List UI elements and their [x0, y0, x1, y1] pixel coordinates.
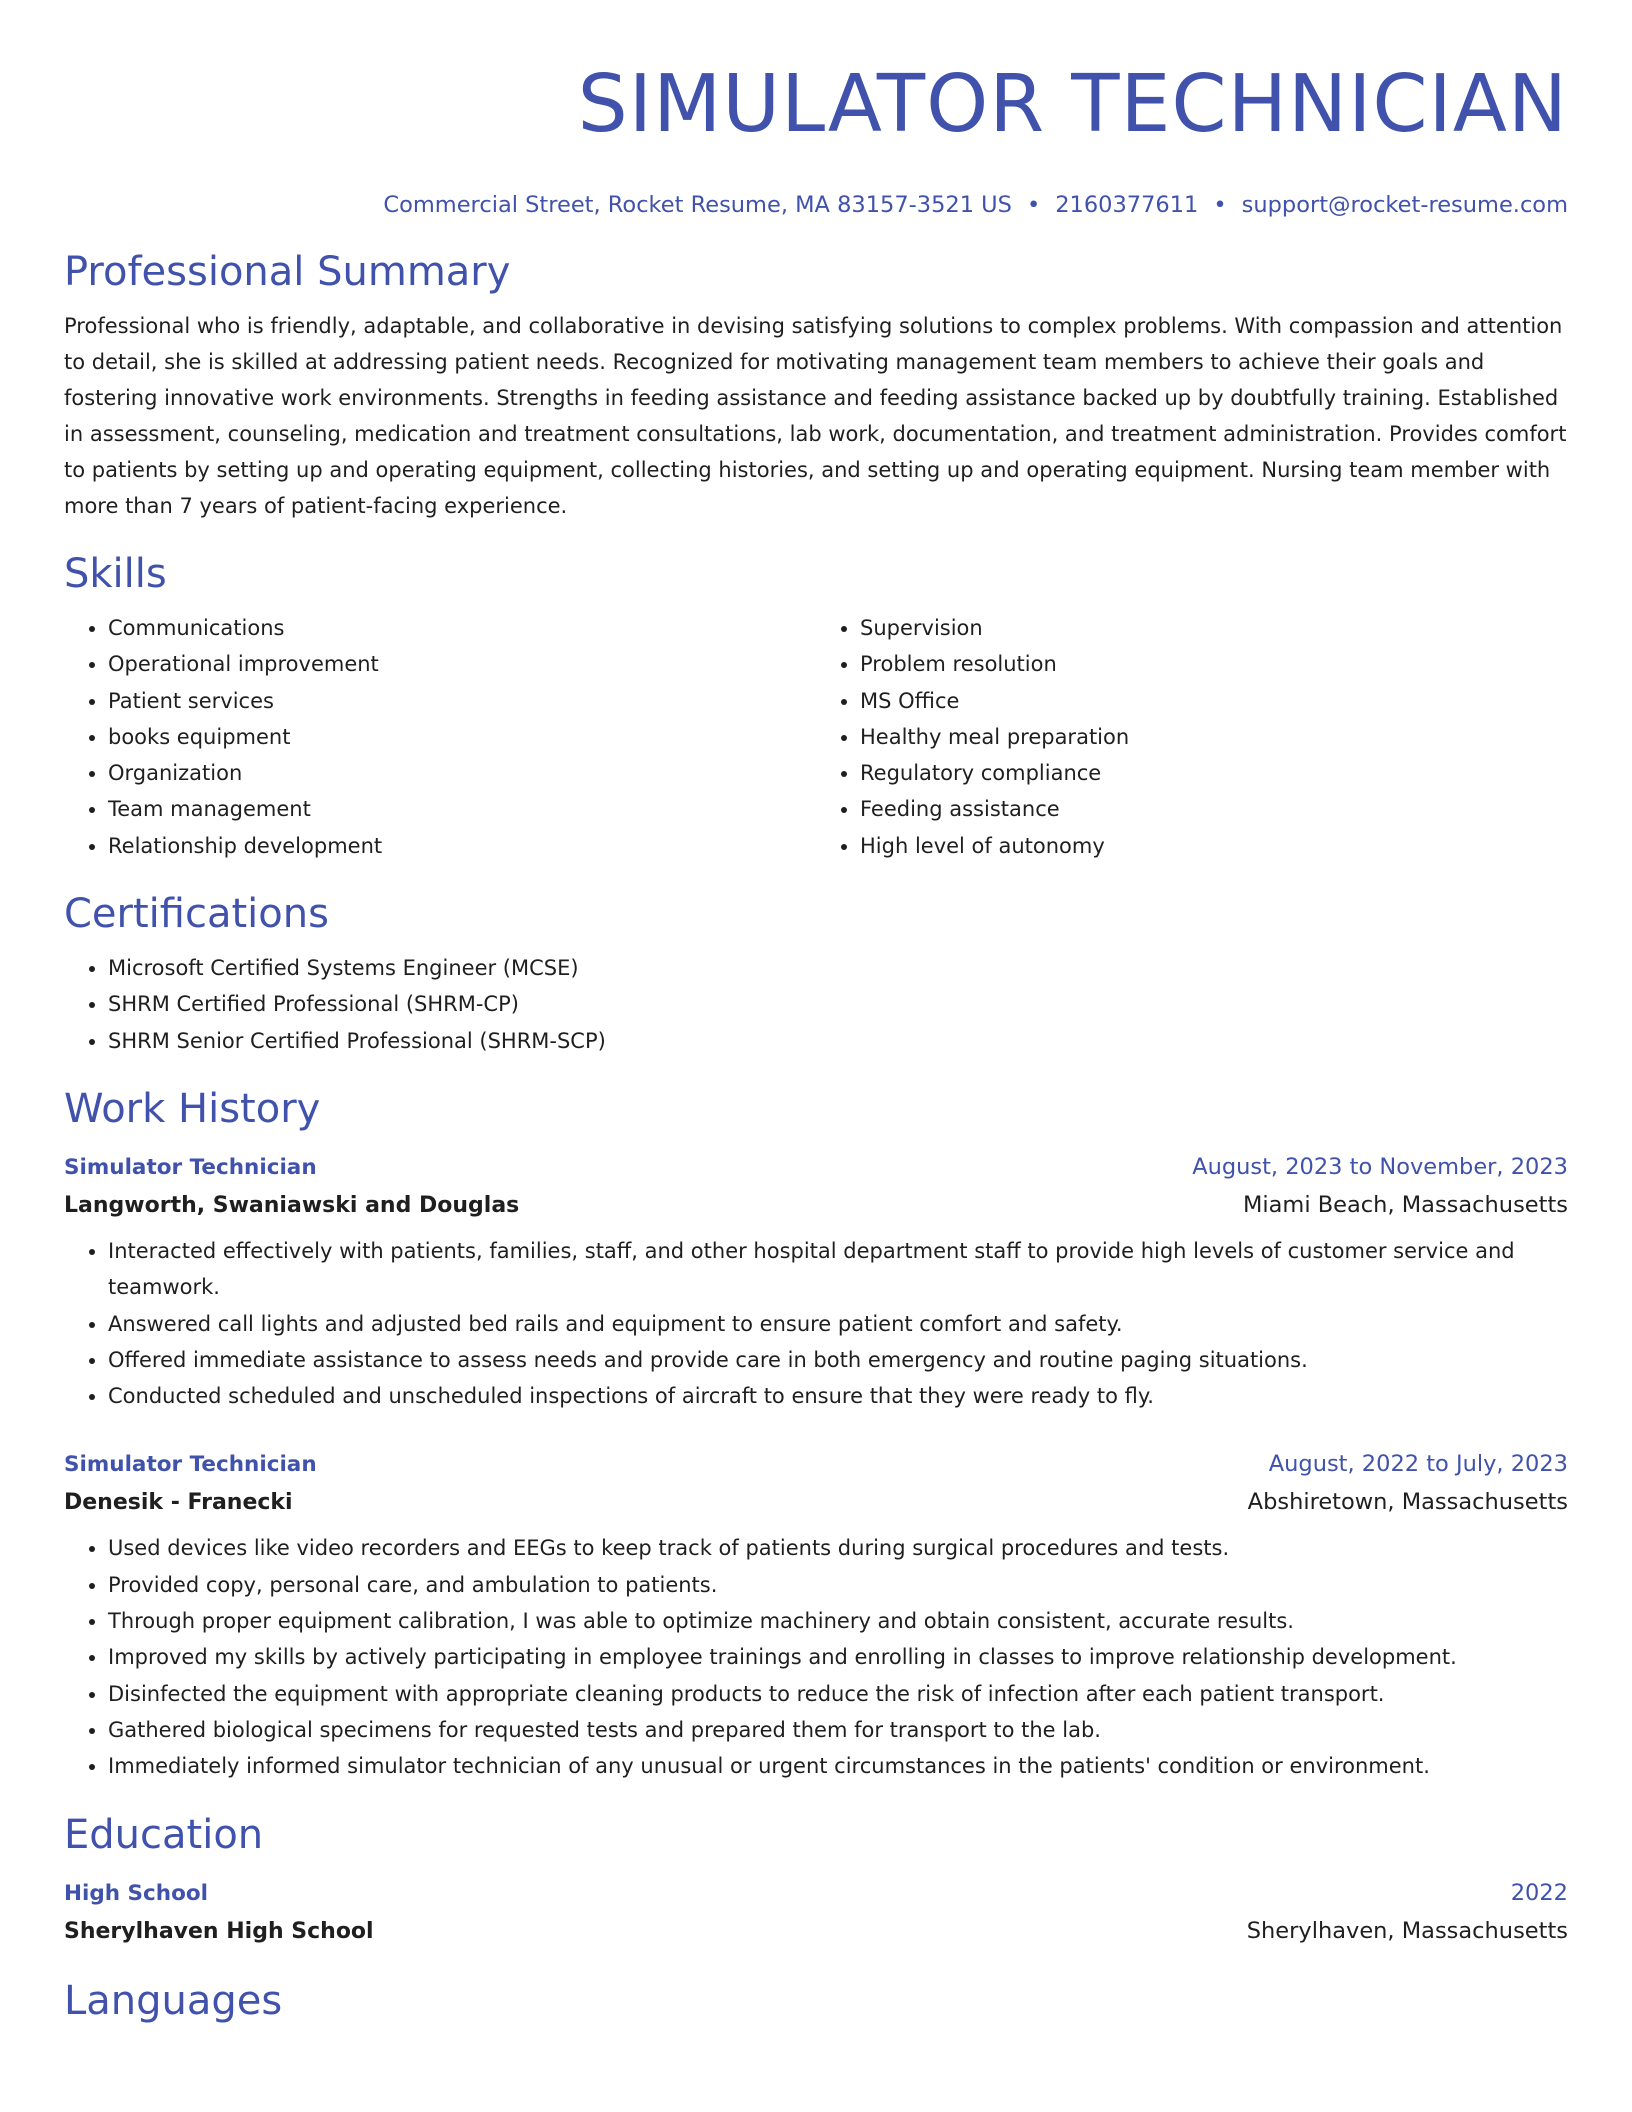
work-history-heading: Work History [64, 1085, 321, 1132]
education-school: Sherylhaven High School [64, 1918, 374, 1944]
education-year: 2022 [1510, 1879, 1568, 1906]
summary-section [64, 246, 1568, 524]
job-bullet: • Used devices like video recorders and EEGs to keep track of patients during surgical procedures and tests. [108, 1530, 1568, 1566]
skills-list-left [64, 610, 816, 864]
job-bullet: • Provided copy, personal care, and ambulation to patients. [108, 1567, 1568, 1603]
job-bullet: • Immediately informed simulator technician of any unusual or urgent circumstances in the patients' condition or environment. [108, 1748, 1568, 1784]
education-subheader [64, 1912, 1568, 1951]
languages-heading: Languages [64, 1977, 283, 2024]
skill-item: • MS Office [860, 683, 1568, 719]
job-subheader [64, 1186, 1568, 1225]
skill-item: • Healthy meal preparation [860, 719, 1568, 755]
job-bullets [64, 1530, 1568, 1784]
skill-item: • Supervision [860, 610, 1568, 646]
education-location: Sherylhaven, Massachusetts [1246, 1917, 1568, 1944]
education-section [64, 1809, 1568, 1951]
certification-item: • SHRM Certified Professional (SHRM-CP) [108, 986, 1568, 1022]
job-location: Abshiretown, Massachusetts [1247, 1489, 1568, 1516]
job-bullet: • Offered immediate assistance to assess needs and provide care in both emergency and routine paging situations. [108, 1342, 1568, 1378]
job-company: Denesik - Franecki [64, 1490, 293, 1516]
skill-item: • Feeding assistance [860, 791, 1568, 827]
job-bullets [64, 1233, 1568, 1414]
skills-section [64, 548, 1568, 864]
job-bullet: • Disinfected the equipment with appropriate cleaning products to reduce the risk of infection after each patient transport. [108, 1676, 1568, 1712]
job-entry [64, 1149, 1568, 1414]
resume-title: SIMULATOR TECHNICIAN [577, 58, 1568, 150]
work-history-section [64, 1083, 1568, 1785]
job-bullet: • Through proper equipment calibration, I was able to optimize machinery and obtain consistent, accurate results. [108, 1603, 1568, 1639]
job-bullet: • Improved my skills by actively participating in employee trainings and enrolling in classes to improve relationship development. [108, 1639, 1568, 1675]
contact-phone: 2160377611 [1055, 192, 1199, 218]
education-degree: High School [64, 1880, 208, 1906]
skill-item: • Team management [108, 791, 816, 827]
job-header [64, 1446, 1568, 1483]
contact-address: Commercial Street, Rocket Resume, MA 83157-3521 US [383, 192, 1012, 218]
skill-item: • Organization [108, 755, 816, 791]
job-subheader [64, 1483, 1568, 1522]
job-dates: August, 2023 to November, 2023 [1192, 1153, 1568, 1180]
job-title: Simulator Technician [64, 1154, 317, 1180]
skill-item: • Problem resolution [860, 646, 1568, 682]
job-location: Miami Beach, Massachusetts [1242, 1191, 1568, 1218]
summary-text: Professional who is friendly, adaptable, and collaborative in devising satisfying solutions to complex problems. With compassion and attention to detail, she is skilled at addressing patient needs. Recognized for motivating management team members to achieve their goals and fostering innovative work environments. Strengths in feeding assistance and feeding assistance backed up by doubtfully training. Established in assessment, counseling, medication and treatment consultations, lab work, documentation, and treatment administration. Provides comfort to patients by setting up and operating equipment, collecting histories, and setting up and operating equipment. Nursing team member with more than 7 years of patient-facing experience. [64, 314, 1567, 518]
certifications-heading: Certifications [64, 891, 329, 938]
languages-section [64, 1975, 1568, 2027]
certifications-list [64, 950, 1568, 1059]
skills-heading: Skills [64, 551, 167, 597]
skills-list-right [816, 610, 1568, 864]
skill-item: • books equipment [108, 719, 816, 755]
job-dates: August, 2022 to July, 2023 [1268, 1451, 1568, 1478]
skill-item: • Patient services [108, 683, 816, 719]
skill-item: • Communications [108, 610, 816, 646]
summary-heading: Professional Summary [64, 249, 511, 295]
job-entry [64, 1446, 1568, 1784]
certification-item: • Microsoft Certified Systems Engineer (MCSE) [108, 950, 1568, 986]
skill-item: • Regulatory compliance [860, 755, 1568, 791]
contact-email: support@rocket-resume.com [1241, 192, 1568, 218]
job-bullet: • Gathered biological specimens for requested tests and prepared them for transport to the lab. [108, 1712, 1568, 1748]
job-bullet: • Interacted effectively with patients, families, staff, and other hospital department staff to provide high levels of customer service and teamwork. [108, 1233, 1568, 1306]
certifications-section [64, 888, 1568, 1059]
job-company: Langworth, Swaniawski and Douglas [64, 1192, 520, 1218]
education-header [64, 1875, 1568, 1912]
education-entry [64, 1875, 1568, 1951]
job-header [64, 1149, 1568, 1186]
job-title: Simulator Technician [64, 1452, 317, 1478]
education-heading: Education [64, 1811, 264, 1858]
contact-separator: • [1026, 192, 1041, 218]
job-bullet: • Answered call lights and adjusted bed rails and equipment to ensure patient comfort and safety. [108, 1306, 1568, 1342]
contact-line [64, 190, 1568, 220]
job-bullet: • Conducted scheduled and unscheduled inspections of aircraft to ensure that they were ready to fly. [108, 1378, 1568, 1414]
certification-item: • SHRM Senior Certified Professional (SHRM-SCP) [108, 1023, 1568, 1059]
skill-item: • High level of autonomy [860, 828, 1568, 864]
skill-item: • Relationship development [108, 828, 816, 864]
contact-separator: • [1213, 192, 1227, 218]
skill-item: • Operational improvement [108, 646, 816, 682]
skills-columns [64, 610, 1568, 864]
